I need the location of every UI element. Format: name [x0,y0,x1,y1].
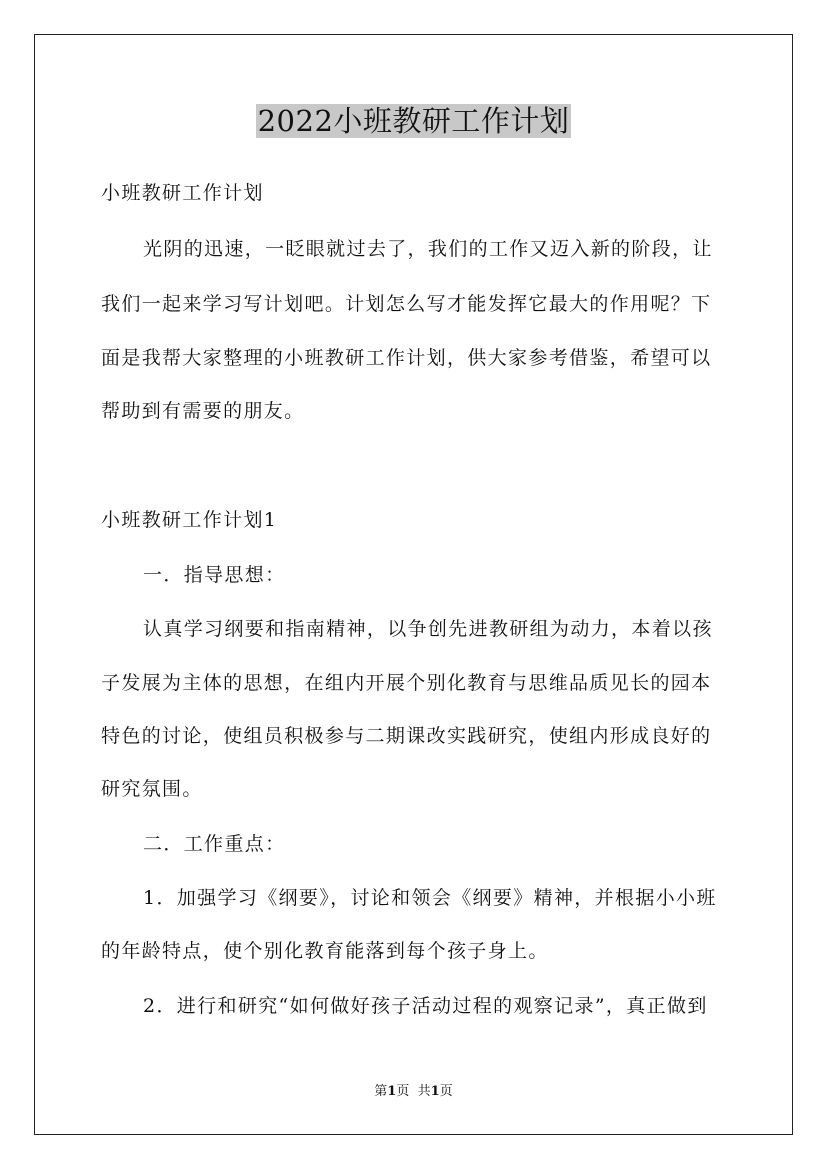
subheading: 一．指导思想： [143,564,286,586]
section-heading: 小班教研工作计划1 [101,509,278,531]
paragraph-line: 我们一起来学习写计划吧。计划怎么写才能发挥它最大的作用呢？下 [101,293,712,315]
page-suffix: 页 [396,1084,410,1099]
paragraph-line: 帮助到有需要的朋友。 [101,400,305,422]
page-footer [0,1083,827,1101]
paragraph-line: 认真学习纲要和指南精神，以争创先进教研组为动力，本着以孩 [143,618,713,640]
total-suffix: 页 [439,1084,453,1099]
total-pages: 1 [430,1084,440,1099]
document-title [0,101,827,146]
paragraph-line: 2．进行和研究“如何做好孩子活动过程的观察记录”，真正做到 [143,995,708,1017]
paragraph-line: 光阴的迅速，一眨眼就过去了，我们的工作又迈入新的阶段，让 [143,238,713,260]
document-title-text: 2022小班教研工作计划 [257,104,570,138]
paragraph-line: 面是我帮大家整理的小班教研工作计划，供大家参考借鉴，希望可以 [101,347,712,369]
page-number: 1 [387,1084,397,1099]
page-prefix: 第 [374,1084,388,1099]
section-heading: 小班教研工作计划 [101,182,264,204]
paragraph-line: 子发展为主体的思想，在组内开展个别化教育与思维品质见长的园本 [101,672,712,694]
paragraph-line: 研究氛围。 [101,778,203,800]
paragraph-line: 特色的讨论，使组员积极参与二期课改实践研究，使组内形成良好的 [101,725,712,747]
total-prefix: 共 [417,1084,431,1099]
paragraph-line: 1．加强学习《纲要》，讨论和领会《纲要》精神，并根据小小班 [143,887,717,909]
subheading: 二．工作重点： [143,833,286,855]
paragraph-line: 的年龄特点，使个别化教育能落到每个孩子身上。 [101,940,549,962]
